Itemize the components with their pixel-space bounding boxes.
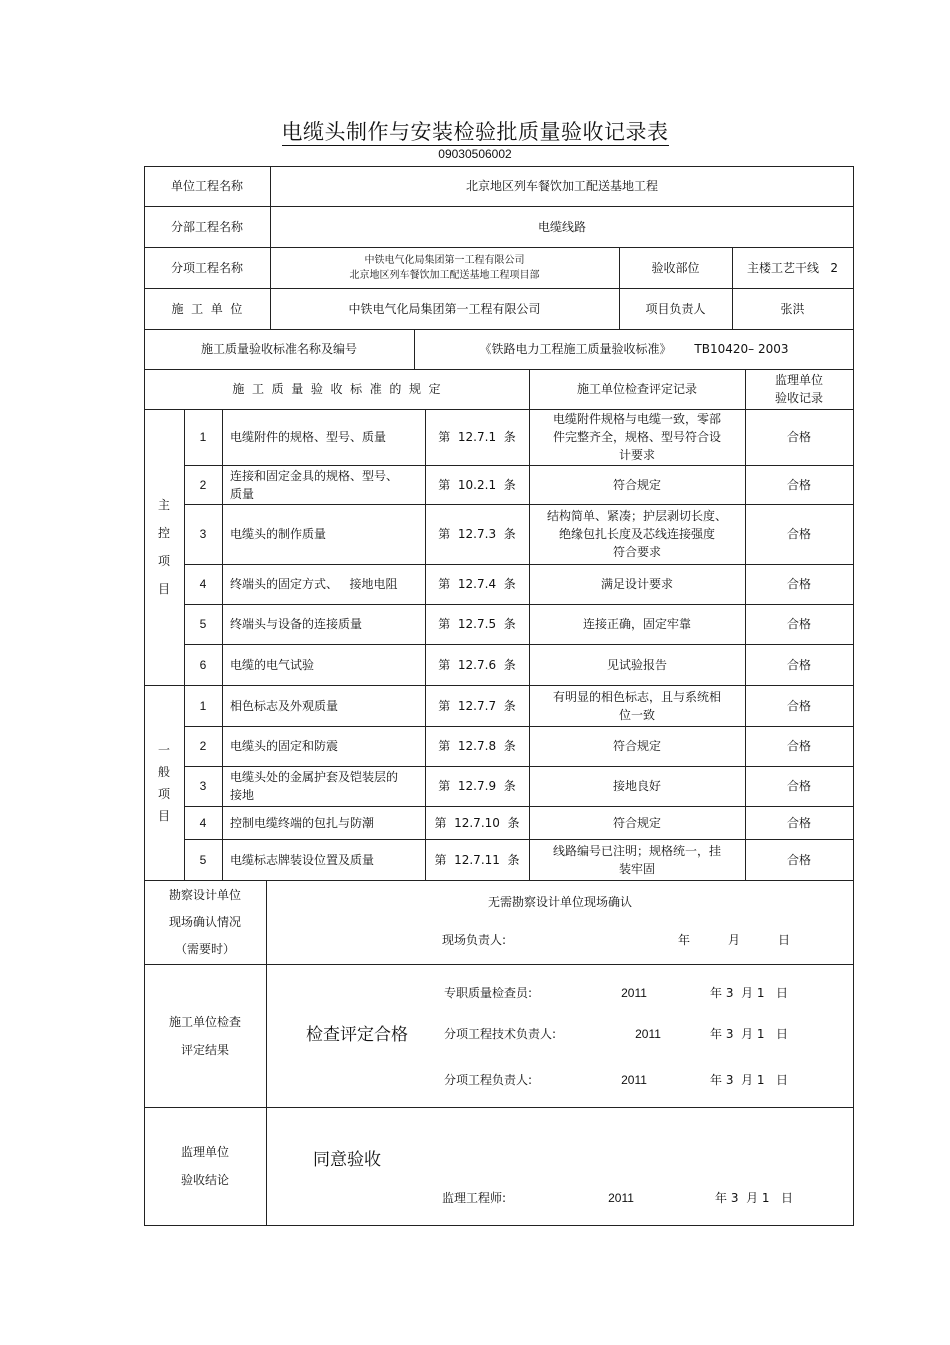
general-row-item: 电缆头的固定和防震	[230, 739, 339, 753]
construction-check-conclusion: 检查评定合格	[306, 1025, 408, 1045]
record-line: 有明显的相色标志，且与系统相	[552, 689, 721, 704]
main-row-no: 6	[199, 657, 207, 672]
general-row-item: 电缆标志牌装设位置及质量	[230, 852, 375, 867]
general-row-record	[529, 839, 745, 880]
signer-role: 分项工程技术负责人:	[444, 1027, 557, 1041]
general-row-item: 控制电缆终端的包扎与防潮	[230, 815, 375, 830]
record-line: 绝缘包扎长度及芯线连接强度	[558, 527, 715, 541]
main-row-clause: 第 10.2.1 条	[438, 477, 516, 492]
supervisor-header-line1: 监理单位	[774, 373, 823, 387]
general-row-result: 合格	[786, 698, 811, 713]
general-group-char: 项	[157, 786, 170, 801]
general-row-item: 电缆头处的金属护套及铠装层的接地	[230, 770, 399, 802]
general-row-result: 合格	[786, 852, 811, 867]
general-group-char: 目	[157, 808, 170, 823]
acceptance-part-label: 验收部位	[651, 260, 700, 275]
main-row-result: 合格	[786, 527, 811, 541]
record-line: 符合要求	[612, 545, 661, 559]
acceptance-part-value: 主楼工艺干线 2	[746, 260, 839, 275]
general-items-group-label	[144, 685, 184, 880]
survey-month: 月	[727, 933, 740, 947]
general-row-result: 合格	[786, 779, 811, 793]
subdivision-value-line1: 中铁电气化局集团第一工程有限公司	[364, 254, 525, 266]
spec-column-header: 施 工 质 量 验 收 标 准 的 规 定	[232, 382, 441, 396]
signer-role: 分项工程负责人:	[444, 1073, 533, 1087]
main-row-clause: 第 12.7.6 条	[438, 657, 516, 672]
standard-label: 施工质量验收标准名称及编号	[200, 342, 357, 356]
general-row-no: 1	[199, 698, 207, 713]
record-line: 结构简单、紧凑；护层剥切长度、	[546, 509, 727, 523]
record-line: 位一致	[618, 707, 655, 722]
main-row-result: 合格	[786, 577, 811, 591]
main-row-result: 合格	[786, 430, 811, 444]
supervision-label	[144, 1107, 266, 1225]
form-title-text: 电缆头制作与安装检验批质量验收记录表	[281, 120, 669, 144]
survey-year: 年	[677, 933, 690, 947]
record-line: 计要求	[618, 448, 655, 462]
main-row-record: 连接正确，固定牢靠	[582, 617, 691, 631]
supervision-label-line1: 监理单位	[180, 1145, 229, 1159]
check-record-column-header: 施工单位检查评定记录	[576, 382, 697, 396]
general-row-clause: 第 12.7.8 条	[438, 739, 516, 753]
signer-year: 2011	[621, 986, 647, 1000]
general-row-record	[529, 685, 745, 726]
survey-label	[144, 880, 266, 964]
main-row-no: 5	[199, 617, 207, 631]
project-manager-label: 项目负责人	[645, 301, 706, 316]
main-row-result: 合格	[786, 477, 811, 492]
general-row-clause: 第 12.7.9 条	[438, 779, 516, 793]
inspection-table	[144, 166, 854, 1226]
main-row-result: 合格	[786, 657, 811, 672]
main-row-clause: 第 12.7.3 条	[438, 527, 516, 541]
signer-date: 年 3 月 1 日	[710, 986, 788, 1000]
signer-year: 2011	[621, 1073, 647, 1087]
general-row-no: 5	[199, 852, 207, 867]
general-row-no: 4	[199, 815, 207, 830]
main-row-clause: 第 12.7.1 条	[438, 430, 516, 444]
main-row-clause: 第 12.7.5 条	[438, 617, 516, 631]
general-row-no: 2	[199, 739, 207, 753]
subdivision-label: 分项工程名称	[170, 260, 243, 275]
general-group-char: 般	[157, 764, 170, 779]
construction-check-label	[144, 964, 266, 1107]
division-value: 电缆线路	[537, 219, 586, 234]
main-row-no: 1	[199, 430, 207, 444]
main-row-record: 符合规定	[612, 477, 661, 492]
supervision-year: 2011	[608, 1191, 634, 1205]
general-group-char: 一	[157, 742, 170, 757]
general-row-item: 相色标志及外观质量	[230, 698, 339, 713]
division-label: 分部工程名称	[170, 219, 243, 234]
main-row-clause: 第 12.7.4 条	[438, 577, 516, 591]
general-row-result: 合格	[786, 739, 811, 753]
main-row-item: 终端头的固定方式、 接地电阻	[230, 577, 398, 591]
supervision-conclusion: 同意验收	[313, 1150, 381, 1170]
survey-day: 日	[777, 933, 790, 947]
general-row-clause: 第 12.7.11 条	[434, 852, 520, 867]
construction-check-label-line2: 评定结果	[180, 1042, 229, 1057]
main-row-record: 满足设计要求	[600, 577, 673, 591]
main-row-no: 2	[199, 477, 207, 492]
main-group-char: 目	[157, 582, 170, 596]
project-manager-value: 张洪	[780, 301, 805, 316]
survey-label-line1: 勘察设计单位	[168, 887, 241, 902]
record-line: 装牢固	[618, 861, 655, 876]
general-row-record: 接地良好	[612, 779, 661, 793]
main-row-item: 电缆头的制作质量	[230, 527, 327, 541]
unit-project-label: 单位工程名称	[170, 179, 243, 193]
main-row-item: 连接和固定金具的规格、型号、质量	[230, 468, 399, 501]
signer-year: 2011	[635, 1027, 661, 1041]
main-row-item: 终端头与设备的连接质量	[230, 617, 363, 631]
subdivision-value-line2: 北京地区列车餐饮加工配送基地工程项目部	[349, 269, 540, 281]
signer-role: 专职质量检查员:	[444, 986, 533, 1000]
signer-date: 年 3 月 1 日	[710, 1073, 788, 1087]
supervisor-header-line2: 验收记录	[774, 391, 823, 405]
main-row-no: 3	[199, 527, 207, 541]
general-row-no: 3	[199, 779, 207, 793]
main-row-result: 合格	[786, 617, 811, 631]
general-row-clause: 第 12.7.7 条	[438, 698, 516, 713]
main-row-no: 4	[199, 577, 207, 591]
supervisor-column-header	[745, 369, 853, 409]
supervision-label-line2: 验收结论	[180, 1173, 229, 1187]
signer-date: 年 3 月 1 日	[710, 1027, 788, 1041]
construction-unit-value: 中铁电气化局集团第一工程有限公司	[348, 301, 541, 316]
general-row-result: 合格	[786, 815, 811, 830]
main-items-group-label	[144, 409, 184, 685]
general-row-clause: 第 12.7.10 条	[434, 815, 520, 830]
form-code: 09030506002	[438, 147, 512, 161]
survey-statement: 无需勘察设计单位现场确认	[487, 895, 632, 909]
construction-unit-label: 施 工 单 位	[171, 301, 243, 316]
general-row-record: 符合规定	[612, 815, 661, 830]
survey-label-line3: （需要时）	[174, 941, 235, 956]
construction-check-label-line1: 施工单位检查	[168, 1014, 241, 1029]
subdivision-value	[270, 247, 619, 288]
survey-label-line2: 现场确认情况	[168, 914, 241, 929]
main-row-record	[529, 409, 745, 465]
unit-project-value: 北京地区列车餐饮加工配送基地工程	[465, 179, 658, 193]
main-group-char: 主	[157, 498, 170, 512]
record-line: 电缆附件规格与电缆一致，零部	[552, 412, 721, 426]
survey-person-label: 现场负责人:	[442, 933, 507, 947]
record-line: 件完整齐全，规格、型号符合设	[552, 430, 721, 444]
main-group-char: 控	[157, 526, 170, 540]
main-row-item: 电缆的电气试验	[230, 657, 315, 672]
main-row-item: 电缆附件的规格、型号、质量	[230, 430, 387, 444]
main-group-char: 项	[157, 554, 170, 568]
main-row-record	[529, 504, 745, 564]
general-row-record: 符合规定	[612, 739, 661, 753]
record-line: 线路编号已注明；规格统一，挂	[552, 843, 721, 858]
supervision-engineer-label: 监理工程师:	[442, 1191, 507, 1205]
standard-value: 《铁路电力工程施工质量验收标准》 TB10420– 2003	[479, 342, 789, 356]
main-row-record: 见试验报告	[606, 657, 667, 672]
supervision-date: 年 3 月 1 日	[715, 1191, 793, 1205]
form-title	[0, 116, 950, 146]
